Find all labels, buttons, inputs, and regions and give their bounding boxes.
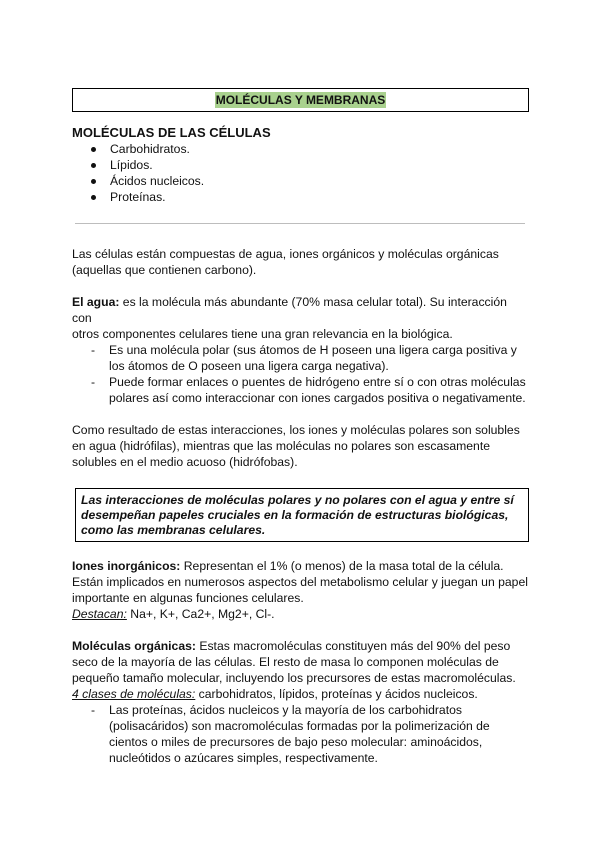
interactions-line: solubles en el medio acuoso (hidrófobas). bbox=[72, 455, 298, 469]
point-line: - Las proteínas, ácidos nucleicos y la mayoría de los carbohidratos bbox=[109, 703, 462, 717]
water-paragraph bbox=[72, 294, 529, 406]
list-item: Ácidos nucleicos. bbox=[72, 173, 529, 189]
water-points bbox=[72, 342, 529, 406]
list-item bbox=[72, 342, 529, 374]
interactions-line: en agua (hidrófilas), mientras que las moléculas no polares son escasamente bbox=[72, 439, 490, 453]
point-line: nucleótidos o azúcares simples, respectivamente. bbox=[109, 751, 378, 765]
ions-line bbox=[72, 558, 529, 574]
ions-line bbox=[72, 606, 529, 622]
point-line: - Puede formar enlaces o puentes de hidrógeno entre sí o con otras moléculas bbox=[109, 375, 526, 389]
note-line: como las membranas celulares. bbox=[81, 523, 266, 537]
intro-paragraph bbox=[72, 246, 529, 278]
organic-classes-label: 4 clases de moléculas: bbox=[72, 687, 196, 701]
list-item: Proteínas. bbox=[72, 189, 529, 205]
list-item: Lípidos. bbox=[72, 157, 529, 173]
water-text: es la molécula más abundante (70% masa celular total). Su interacción con bbox=[72, 295, 507, 325]
organic-classes-text: carbohidratos, lípidos, proteínas y ácidos nucleicos. bbox=[195, 687, 478, 701]
note-line: Las interacciones de moléculas polares y no polares con el agua y entre sí bbox=[81, 493, 514, 507]
organic-line bbox=[72, 638, 529, 654]
interactions-paragraph bbox=[72, 422, 529, 470]
list-item: Carbohidratos. bbox=[72, 141, 529, 157]
interactions-line: Como resultado de estas interacciones, los iones y moléculas polares son solubles bbox=[72, 423, 520, 437]
point-line: polares así como interaccionar con iones cargados positiva o negativamente. bbox=[109, 391, 526, 405]
list-item bbox=[72, 702, 529, 766]
section-divider bbox=[75, 223, 525, 224]
highlight-note bbox=[75, 488, 529, 542]
water-line bbox=[72, 294, 529, 326]
document-page bbox=[72, 88, 529, 766]
organic-text: Estas macromoléculas constituyen más del 90% del peso bbox=[195, 639, 511, 653]
page-title: MOLÉCULAS Y MEMBRANAS bbox=[215, 93, 386, 107]
ions-label: Iones inorgánicos: bbox=[72, 559, 181, 573]
point-line: cientos o miles de precursores de bajo peso molecular: aminoácidos, bbox=[109, 735, 483, 749]
intro-line: Las células están compuestas de agua, iones orgánicos y moléculas orgánicas bbox=[72, 247, 499, 261]
title-box bbox=[72, 88, 529, 112]
ions-highlight-label: Destacan: bbox=[72, 607, 127, 621]
organic-line: seco de la mayoría de las células. El resto de masa lo componen moléculas de bbox=[72, 655, 499, 669]
ions-highlight-text: Na+, K+, Ca2+, Mg2+, Cl-. bbox=[126, 607, 275, 621]
ions-line: importante en algunas funciones celulares. bbox=[72, 591, 304, 605]
organic-paragraph bbox=[72, 638, 529, 766]
ions-line: Están implicados en numerosos aspectos del metabolismo celular y juegan un papel bbox=[72, 575, 528, 589]
organic-line: pequeño tamaño molecular, incluyendo los precursores de estas macromoléculas. bbox=[72, 671, 516, 685]
list-item bbox=[72, 374, 529, 406]
ions-paragraph bbox=[72, 558, 529, 622]
ions-text: Representan el 1% (o menos) de la masa total de la célula. bbox=[180, 559, 504, 573]
water-line: otros componentes celulares tiene una gran relevancia en la biológica. bbox=[72, 327, 453, 341]
note-line: desempeñan papeles cruciales en la formación de estructuras biológicas, bbox=[81, 508, 509, 522]
point-line: - Es una molécula polar (sus átomos de H poseen una ligera carga positiva y bbox=[109, 343, 517, 357]
organic-line bbox=[72, 686, 529, 702]
molecules-list bbox=[72, 141, 529, 205]
organic-label: Moléculas orgánicas: bbox=[72, 639, 196, 653]
point-line: los átomos de O poseen una ligera carga negativa). bbox=[109, 359, 389, 373]
point-line: (polisacáridos) son macromoléculas formadas por la polimerización de bbox=[109, 719, 490, 733]
intro-line: (aquellas que contienen carbono). bbox=[72, 263, 257, 277]
organic-points bbox=[72, 702, 529, 766]
water-label: El agua: bbox=[72, 295, 120, 309]
molecules-heading: MOLÉCULAS DE LAS CÉLULAS bbox=[72, 125, 271, 140]
